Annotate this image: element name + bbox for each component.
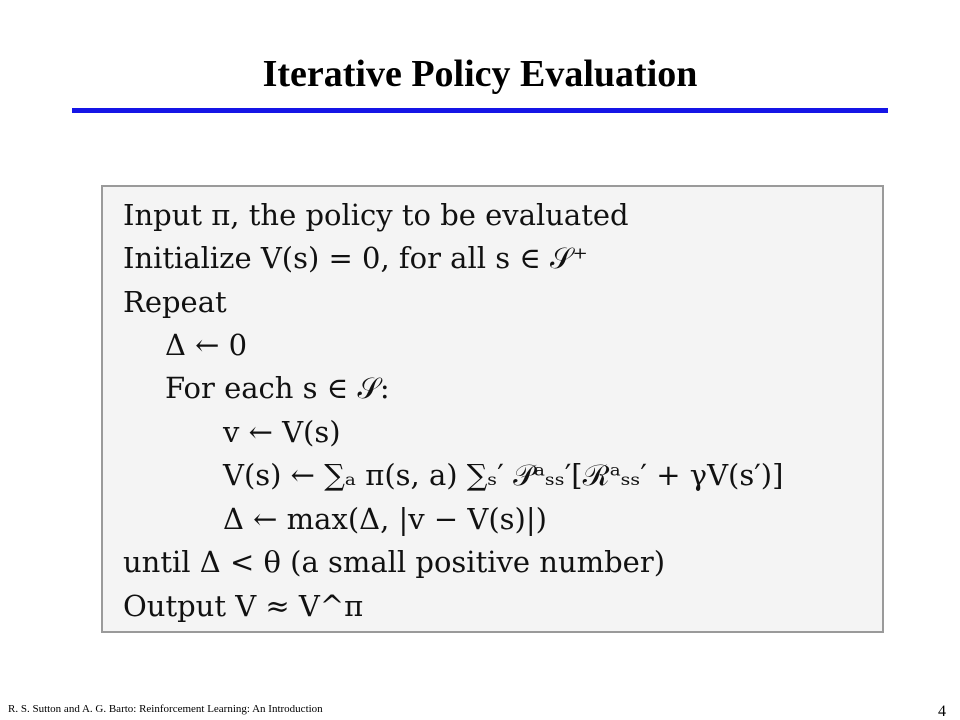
algorithm-line-repeat: Repeat (123, 285, 227, 319)
algorithm-line-initialize: Initialize V(s) = 0, for all s ∈ 𝒮⁺ (123, 241, 588, 275)
algorithm-line-delta-init: Δ ← 0 (165, 328, 248, 362)
algorithm-line-until: until Δ < θ (a small positive number) (123, 545, 666, 579)
footer-citation: R. S. Sutton and A. G. Barto: Reinforcement Learning: An Introduction (8, 703, 323, 715)
page-number: 4 (938, 703, 946, 720)
algorithm-line-for-each: For each s ∈ 𝒮: (165, 371, 390, 405)
algorithm-box (101, 185, 884, 633)
algorithm-line-output: Output V ≈ V^π (123, 589, 364, 623)
title-underline (72, 108, 888, 113)
algorithm-line-input: Input π, the policy to be evaluated (123, 198, 629, 232)
slide-title: Iterative Policy Evaluation (262, 53, 698, 95)
algorithm-line-bellman-update: V(s) ← ∑ₐ π(s, a) ∑ₛ′ 𝒫ᵃₛₛ′[ℛᵃₛₛ′ + γV(s′)] (223, 458, 784, 492)
algorithm-line-assign-v: v ← V(s) (223, 415, 341, 449)
algorithm-line-delta-update: Δ ← max(Δ, |v − V(s)|) (223, 502, 547, 536)
